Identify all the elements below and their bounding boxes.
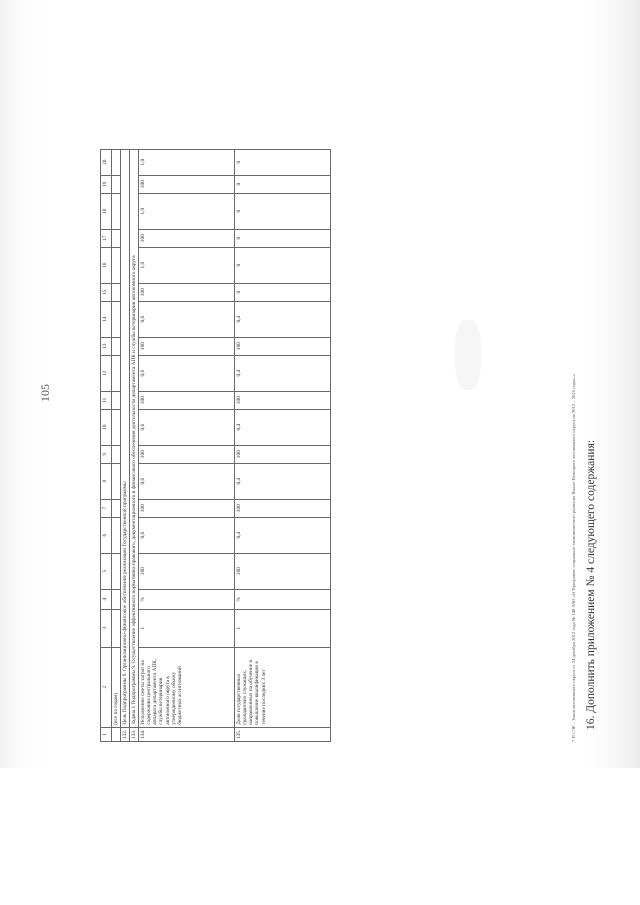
header-number-row — [101, 149, 112, 741]
cell: 0,6 — [139, 463, 235, 499]
cell: % — [235, 589, 331, 609]
cell: 0,6 — [139, 517, 235, 553]
indicators-table — [100, 149, 331, 742]
cell: 100 — [235, 445, 331, 463]
cell: 100 — [235, 391, 331, 409]
cell: 0,4 — [235, 355, 331, 391]
table-row — [130, 149, 139, 741]
header-cell: 2 — [101, 647, 112, 727]
row-number: 133. — [130, 727, 139, 741]
table-row — [139, 149, 235, 741]
table-row — [235, 149, 331, 741]
header-cell: 14 — [101, 301, 112, 337]
cell: 1 — [235, 609, 331, 647]
header-cell: 12 — [101, 355, 112, 391]
row-number: 134. — [139, 727, 235, 741]
cell: 0,6 — [139, 409, 235, 445]
row-number: 132. — [121, 727, 130, 741]
header-cell: 18 — [101, 193, 112, 229]
header-cell: 20 — [101, 149, 112, 175]
cell: 100 — [139, 229, 235, 247]
continuation-row — [112, 149, 121, 741]
cell: 100 — [235, 553, 331, 589]
cell: 1 — [139, 609, 235, 647]
header-cell: 17 — [101, 229, 112, 247]
header-cell: 3 — [101, 609, 112, 647]
cell: 0 — [235, 247, 331, 283]
cell: 0,4 — [235, 301, 331, 337]
cell: 100 — [235, 337, 331, 355]
header-cell: 16 — [101, 247, 112, 283]
cell: 0 — [235, 149, 331, 175]
header-cell: 10 — [101, 409, 112, 445]
header-cell: 4 — [101, 589, 112, 609]
pencil-smudge — [455, 320, 481, 390]
row-number: 135. — [235, 727, 331, 741]
header-cell: 15 — [101, 283, 112, 301]
task-text: Задача 1 Подпрограммы 9. Осуществление эффективного нормативно-правового, документационного и финансового обеспечения деятельности департамента АПК и службы ветеринарии автономного округа — [130, 149, 139, 727]
section-heading: 16. Дополнить приложением № 4 следующего содержания: — [585, 439, 597, 730]
cell: 100 — [139, 553, 235, 589]
cell: 100 — [139, 499, 235, 517]
header-cell: 8 — [101, 463, 112, 499]
header-cell: 9 — [101, 445, 112, 463]
cell: 0 — [235, 283, 331, 301]
cell: 0,4 — [235, 463, 331, 499]
cell: 0,4 — [235, 409, 331, 445]
header-cell: 11 — [101, 391, 112, 409]
table-row — [121, 149, 130, 741]
page-number: 105 — [38, 384, 52, 402]
header-cell: 6 — [101, 517, 112, 553]
header-cell: 1 — [101, 727, 112, 741]
footnote: * П СЭР – Закон автономного округа от 24 декабря 2012 года № 148-ЗАО «О Программе социально-экономического развития Ямало-Ненецкого автономного округа на 2012 – 2016 годы».». — [571, 372, 576, 742]
cell: 1,0 — [139, 149, 235, 175]
header-cell: 13 — [101, 337, 112, 355]
cell: 100 — [139, 337, 235, 355]
cell: 0,6 — [139, 355, 235, 391]
header-cell: 5 — [101, 553, 112, 589]
cell: 100 — [139, 391, 235, 409]
header-cell: 7 — [101, 499, 112, 517]
cell: 0,4 — [235, 517, 331, 553]
cell: 100 — [139, 445, 235, 463]
continuation-text: (все по годам) — [112, 647, 121, 727]
cell: 100 — [139, 283, 235, 301]
indicator-name: Исполнение сметы затрат на содержание центрального аппарата департамента АПК, службы ветеринарии автономного округа к утвержденному объему бюджетных ассигнований — [139, 647, 235, 727]
cell: 0 — [235, 193, 331, 229]
cell: 0,6 — [139, 301, 235, 337]
indicator-name: Доля государственных гражданских служащих, направленных на обучение и повышение квалификации в течение последних 3 лет — [235, 647, 331, 727]
cell: 1,0 — [139, 193, 235, 229]
cell: 100 — [235, 499, 331, 517]
cell: % — [139, 589, 235, 609]
cell: 0 — [235, 229, 331, 247]
cell: 0 — [235, 175, 331, 193]
blank-area — [0, 768, 640, 905]
cell: 100 — [139, 175, 235, 193]
goal-text: Цель Подпрограммы 9. Организационно-финансовое обеспечение реализации Государственной программы — [121, 149, 130, 727]
cell: 1,0 — [139, 247, 235, 283]
header-cell: 19 — [101, 175, 112, 193]
